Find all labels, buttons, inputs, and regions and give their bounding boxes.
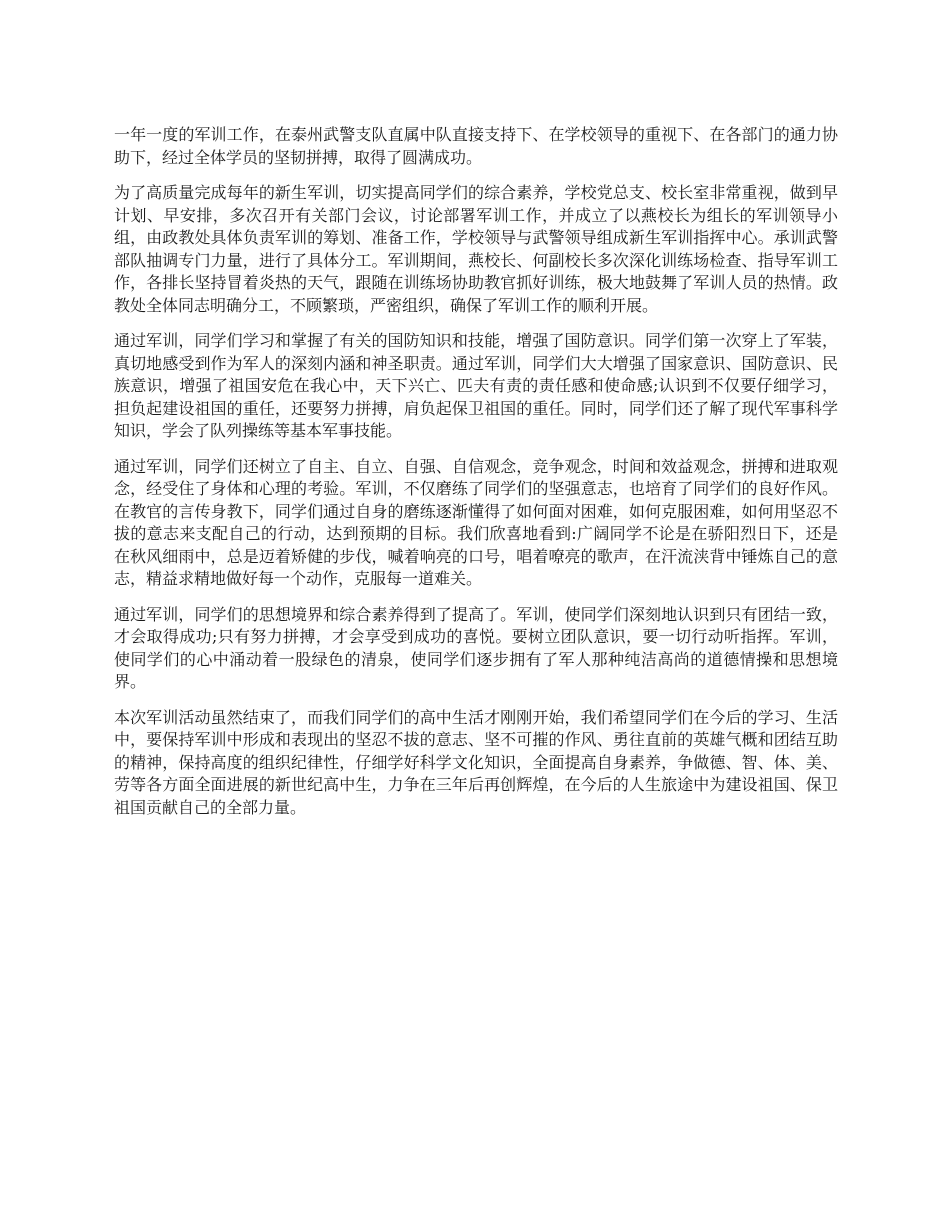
document-page	[114, 124, 838, 832]
paragraph-teamwork: 通过军训，同学们的思想境界和综合素养得到了提高了。军训，使同学们深刻地认识到只有团结一致，才会取得成功;只有努力拼搏，才会享受到成功的喜悦。要树立团队意识，要一切行动听指挥。军训，使同学们的心中涌动着一股绿色的清泉，使同学们逐步拥有了军人那种纯洁高尚的道德情操和思想境界。	[114, 604, 838, 691]
paragraph-intro: 一年一度的军训工作，在泰州武警支队直属中队直接支持下、在学校领导的重视下、在各部门的通力协助下，经过全体学员的坚韧拼搏，取得了圆满成功。	[114, 125, 838, 167]
paragraph-willpower: 通过军训，同学们还树立了自主、自立、自强、自信观念，竞争观念，时间和效益观念，拼搏和进取观念，经受住了身体和心理的考验。军训，不仅磨练了同学们的坚强意志，也培育了同学们的良好作风。在教官的言传身教下，同学们通过自身的磨练逐渐懂得了如何面对困难，如何克服困难，如何用坚忍不拔的意志来支配自己的行动，达到预期的目标。我们欣喜地看到:广阔同学不论是在骄阳烈日下，还是在秋风细雨中，总是迈着矫健的步伐，喊着响亮的口号，唱着嘹亮的歌声，在汗流浃背中锤炼自己的意志，精益求精地做好每一个动作，克服每一道难关。	[114, 456, 838, 588]
paragraph-conclusion: 本次军训活动虽然结束了，而我们同学们的高中生活才刚刚开始，我们希望同学们在今后的学习、生活中，要保持军训中形成和表现出的坚忍不拔的意志、坚不可摧的作风、勇往直前的英雄气概和团结互助的精神，保持高度的组织纪律性，仔细学好科学文化知识，全面提高自身素养，争做德、智、体、美、劳等各方面全面进展的新世纪高中生，力争在三年后再创辉煌，在今后的人生旅途中为建设祖国、保卫祖国贡献自己的全部力量。	[114, 707, 838, 817]
paragraph-national-defense: 通过军训，同学们学习和掌握了有关的国防知识和技能，增强了国防意识。同学们第一次穿上了军装，真切地感受到作为军人的深刻内涵和神圣职责。通过军训，同学们大大增强了国家意识、国防意识、民族意识，增强了祖国安危在我心中，天下兴亡、匹夫有责的责任感和使命感;认识到不仅要仔细学习，担负起建设祖国的重任，还要努力拼搏，肩负起保卫祖国的重任。同时，同学们还了解了现代军事科学知识，学会了队列操练等基本军事技能。	[114, 331, 838, 440]
paragraph-organization: 为了高质量完成每年的新生军训，切实提高同学们的综合素养，学校党总支、校长室非常重视，做到早计划、早安排，多次召开有关部门会议，讨论部署军训工作，并成立了以燕校长为组长的军训领导小组，由政教处具体负责军训的筹划、准备工作，学校领导与武警领导组成新生军训指挥中心。承训武警部队抽调专门力量，进行了具体分工。军训期间，燕校长、何副校长多次深化训练场检查、指导军训工作，各排长坚持冒着炎热的天气，跟随在训练场协助教官抓好训练，极大地鼓舞了军训人员的热情。政教处全体同志明确分工，不顾繁琐，严密组织，确保了军训工作的顺利开展。	[114, 183, 838, 315]
